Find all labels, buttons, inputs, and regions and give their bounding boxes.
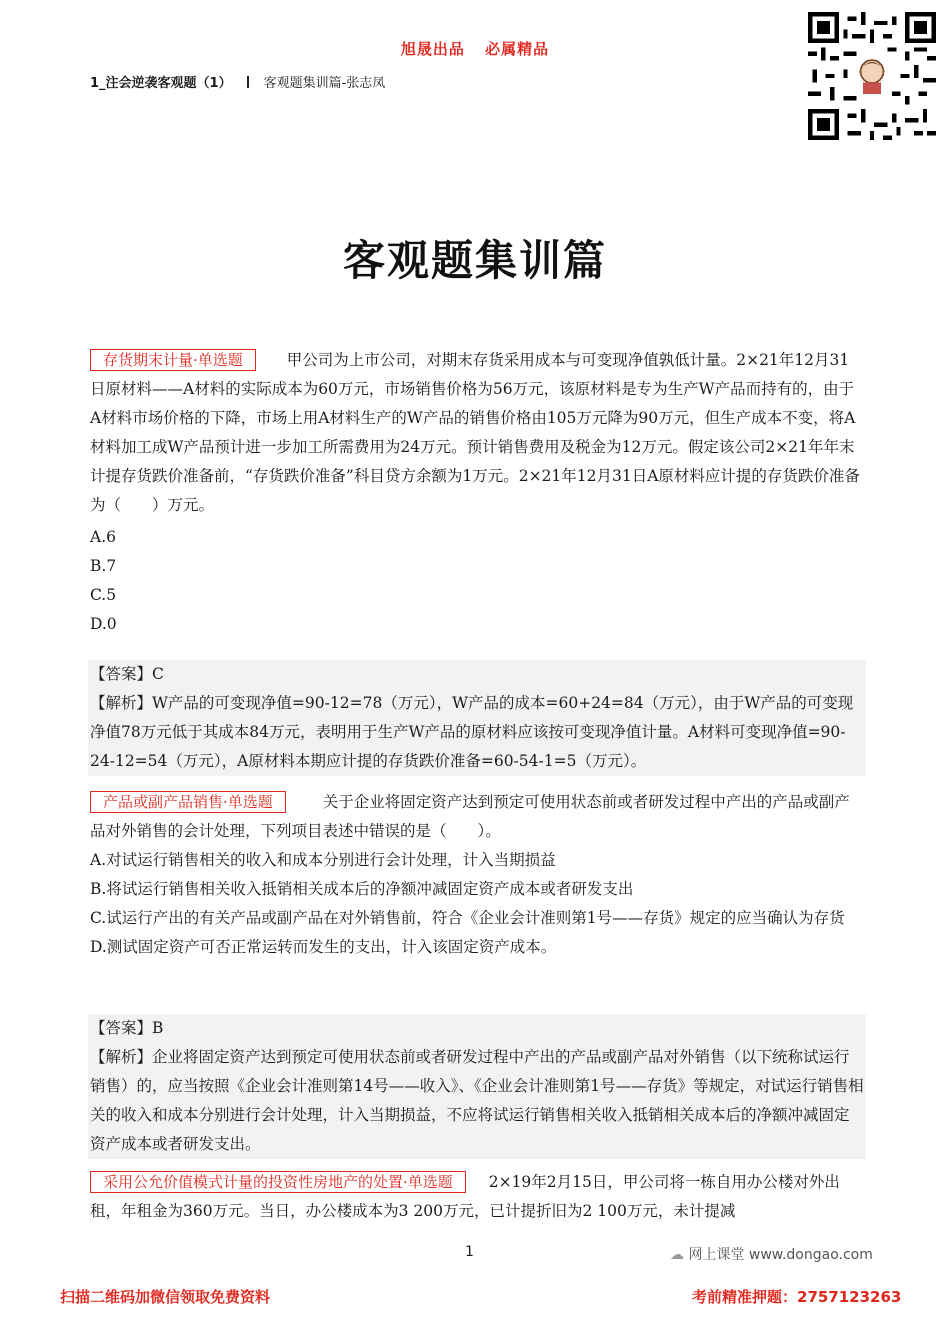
question-2-tag: 产品或副产品销售·单选题 [90, 791, 286, 813]
question-3-stem: 2×19年2月15日，甲公司将一栋自用办公楼对外出租，年租金为360万元。当日，办公楼成本为3 200万元，已计提折旧为2 100万元，未计提减 [90, 1173, 840, 1220]
page-number: 1 [465, 1244, 474, 1260]
answer-box-2 [88, 1014, 866, 1159]
option-c: C.5 [90, 586, 117, 604]
brand-left: 旭晟出品 [400, 40, 465, 58]
answer-1: 【答案】C [90, 665, 164, 683]
question-3-tag: 采用公允价值模式计量的投资性房地产的处置·单选题 [90, 1171, 466, 1193]
option-b: B.将试运行销售相关收入抵销相关成本后的净额冲减固定资产成本或者研发支出 [90, 880, 634, 898]
course-header [90, 72, 385, 91]
cloud-icon: ☁ [670, 1247, 684, 1263]
qr-code-icon [808, 12, 936, 140]
question-3 [90, 1168, 860, 1226]
question-1-options [90, 523, 860, 639]
analysis-1: 【解析】W产品的可变现净值=90-12=78（万元），W产品的成本=60+24=84（万元），由于W产品的可变现净值78万元低于其成本84万元，表明用于生产W产品的原材料应该按可变现净值计量。A材料可变现净值=90-24-12=54（万元），A原材料本期应计提的存货跌价准备=60-54-1=5（万元）。 [90, 694, 854, 770]
question-1 [90, 346, 860, 520]
course-title: 1_注会逆袭客观题（1） [90, 76, 232, 91]
option-d: D.0 [90, 615, 117, 633]
course-subtitle: 客观题集训篇-张志凤 [263, 76, 386, 91]
option-d: D.测试固定资产可否正常运转而发生的支出，计入该固定资产成本。 [90, 938, 557, 956]
option-a: A.6 [90, 528, 116, 546]
question-2-options [90, 846, 860, 962]
promo-left: 扫描二维码加微信领取免费资料 [60, 1288, 271, 1306]
brand-right: 必属精品 [485, 40, 550, 58]
divider [247, 76, 249, 88]
answer-2: 【答案】B [90, 1019, 164, 1037]
site-text: 网上课堂 www.dongao.com [688, 1247, 873, 1263]
site-label [670, 1244, 873, 1264]
promo-right: 考前精准押题：2757123263 [692, 1288, 902, 1306]
question-2-stem: 关于企业将固定资产达到预定可使用状态前或者研发过程中产出的产品或副产品对外销售的会计处理，下列项目表述中错误的是（ ）。 [90, 793, 850, 840]
page-title: 客观题集训篇 [342, 236, 607, 285]
analysis-2: 【解析】企业将固定资产达到预定可使用状态前或者研发过程中产出的产品或副产品对外销售（以下统称试运行销售）的，应当按照《企业会计准则第14号——收入》、《企业会计准则第1号——存货》等规定，对试运行销售相关的收入和成本分别进行会计处理，计入当期损益，不应将试运行销售相关收入抵销相关成本后的净额冲减固定资产成本或者研发支出。 [90, 1048, 864, 1153]
question-1-tag: 存货期末计量·单选题 [90, 349, 256, 371]
question-1-stem: 甲公司为上市公司，对期末存货采用成本与可变现净值孰低计量。2×21年12月31日原材料——A材料的实际成本为60万元，市场销售价格为56万元，该原材料是专为生产W产品而持有的，由于A材料市场价格的下降，市场上用A材料生产的W产品的销售价格由105万元降为90万元，但生产成本不变，将A材料加工成W产品预计进一步加工所需费用为24万元。预计销售费用及税金为12万元。假定该公司2×21年年末计提存货跌价准备前，“存货跌价准备”科目贷方余额为1万元。2×21年12月31日A原材料应计提的存货跌价准备为（ ）万元。 [90, 351, 860, 514]
answer-box-1 [88, 660, 866, 776]
question-2 [90, 788, 860, 846]
option-b: B.7 [90, 557, 117, 575]
option-c: C.试运行产出的有关产品或副产品在对外销售前，符合《企业会计准则第1号——存货》规定的应当确认为存货 [90, 909, 845, 927]
option-a: A.对试运行销售相关的收入和成本分别进行会计处理，计入当期损益 [90, 851, 556, 869]
